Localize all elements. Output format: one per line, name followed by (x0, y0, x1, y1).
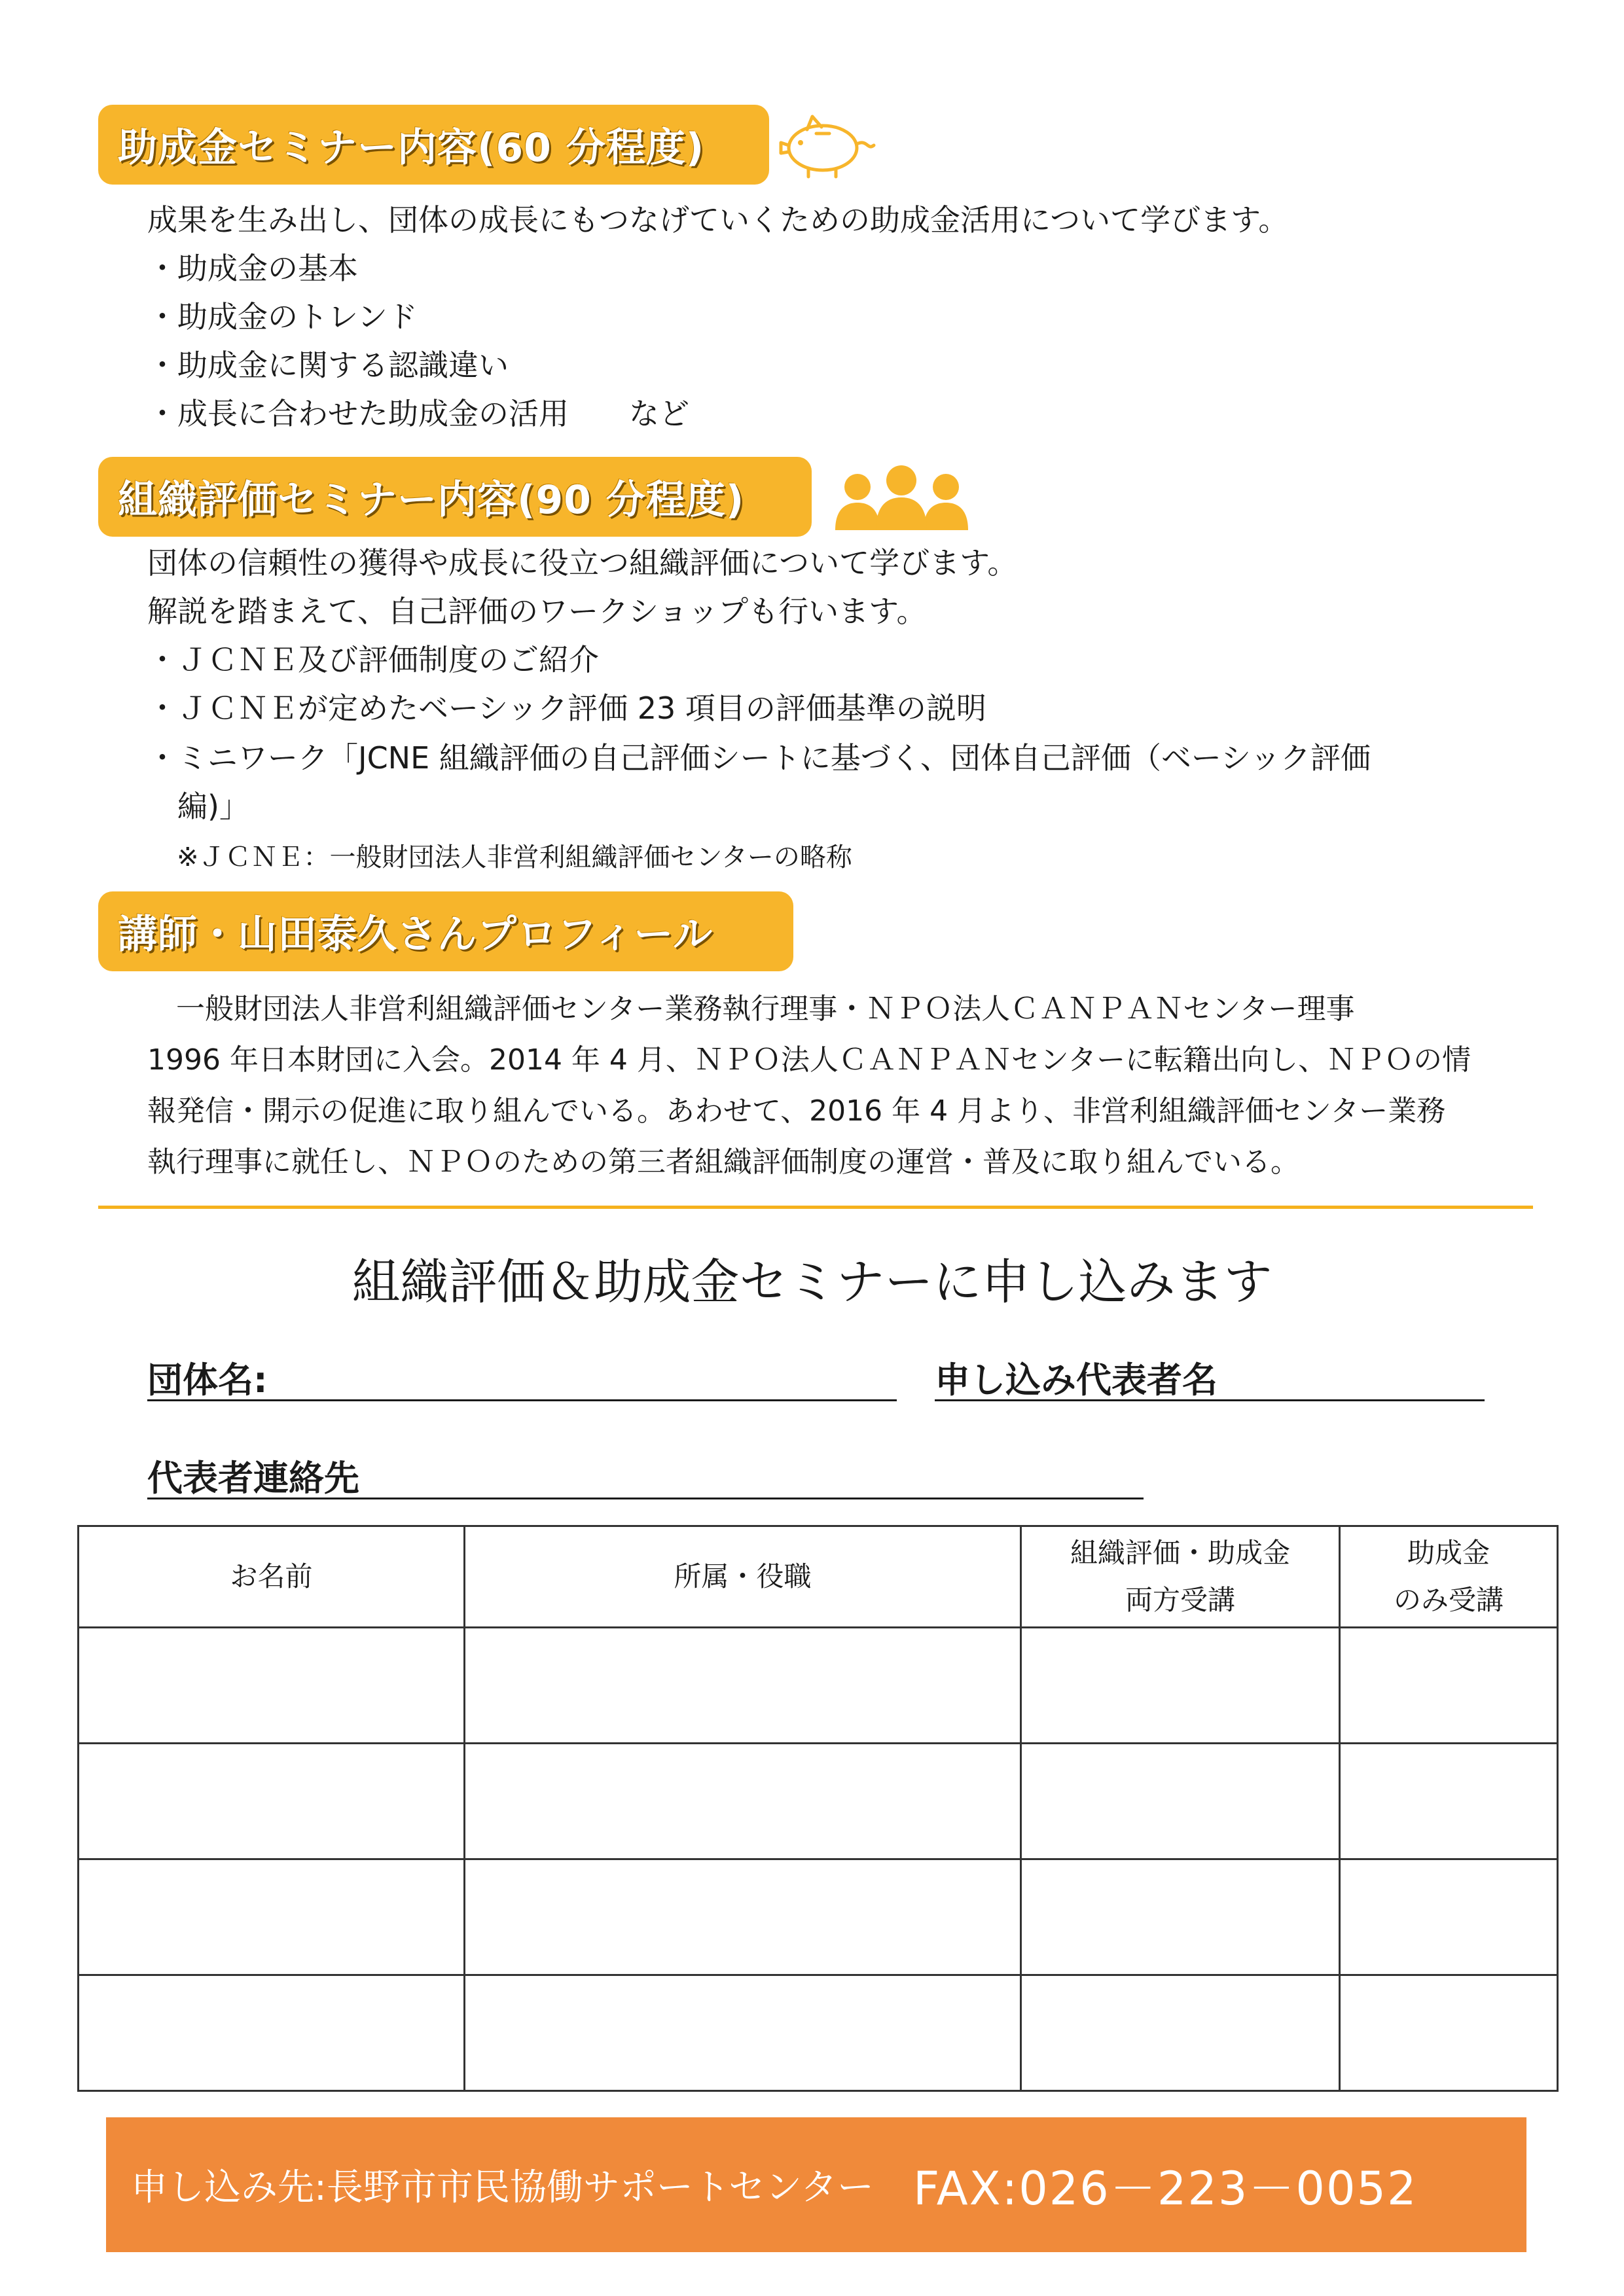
representative-name-label: 申し込み代表者名 (935, 1359, 1218, 1401)
header-both-courses: 組織評価・助成金 両方受講 (1021, 1526, 1340, 1628)
name-cell[interactable] (79, 1859, 465, 1975)
contact-label: 代表者連絡先 (147, 1458, 359, 1499)
section2-note: ※ＪＣＮＥ：一般財団法人非営利組織評価センターの略称 (177, 842, 852, 872)
affiliation-cell[interactable] (465, 1975, 1021, 2091)
affiliation-cell[interactable] (465, 1859, 1021, 1975)
org-name-field[interactable] (147, 1399, 897, 1401)
both-courses-cell[interactable] (1021, 1975, 1340, 2091)
piggy-bank-icon (776, 105, 880, 183)
grant-only-cell[interactable] (1340, 1744, 1558, 1859)
header-affiliation: 所属・役職 (465, 1526, 1021, 1628)
affiliation-cell[interactable] (465, 1628, 1021, 1744)
heading-text: 組織評価セミナー内容(90 分程度) (118, 477, 745, 523)
section1-intro: 成果を生み出し、団体の成長にもつなげていくための助成金活用について学びます。 (147, 202, 1289, 238)
table-header-row (79, 1526, 1558, 1628)
header-grant-only: 助成金 のみ受講 (1340, 1526, 1558, 1628)
section2-line: 団体の信頼性の獲得や成長に役立つ組織評価について学びます。 (147, 545, 1018, 581)
section-heading-grant-seminar (98, 105, 769, 185)
section1-item: ・助成金の基本 (147, 251, 358, 286)
section1-item: ・助成金のトレンド (147, 299, 418, 334)
section2-line: 編)」 (147, 789, 249, 824)
table-row (79, 1975, 1558, 2091)
application-footer (106, 2117, 1526, 2252)
grant-only-cell[interactable] (1340, 1628, 1558, 1744)
name-cell[interactable] (79, 1975, 465, 2091)
both-courses-cell[interactable] (1021, 1744, 1340, 1859)
section-heading-evaluation-seminar (98, 457, 812, 537)
grant-only-cell[interactable] (1340, 1975, 1558, 2091)
heading-text: 助成金セミナー内容(60 分程度) (118, 125, 705, 171)
form-title: 組織評価＆助成金セミナーに申し込みます (352, 1254, 1272, 1310)
name-cell[interactable] (79, 1744, 465, 1859)
profile-line: 一般財団法人非営利組織評価センター業務執行理事・ＮＰＯ法人ＣＡＮＰＡＮセンター理事 (147, 992, 1355, 1026)
section1-item: ・成長に合わせた助成金の活用 など (147, 396, 689, 431)
name-cell[interactable] (79, 1628, 465, 1744)
section2-line: 解説を踏まえて、自己評価のワークショップも行います。 (147, 594, 927, 629)
section1-item: ・助成金に関する認識違い (147, 348, 509, 383)
table-row (79, 1859, 1558, 1975)
table-row (79, 1744, 1558, 1859)
representative-name-field[interactable] (935, 1399, 1485, 1401)
section-heading-lecturer-profile (98, 891, 793, 971)
contact-field[interactable] (147, 1498, 1144, 1499)
profile-line: 1996 年日本財団に入会。2014 年 4 月、ＮＰＯ法人ＣＡＮＰＡＮセンターに転籍出向し、ＮＰＯの情 (147, 1043, 1471, 1077)
heading-text: 講師・山田泰久さんプロフィール (118, 912, 713, 958)
application-destination: 申し込み先:長野市市民協働サポートセンター (131, 2166, 874, 2209)
section2-line: ・ＪＣＮＥが定めたベーシック評価 23 項目の評価基準の説明 (147, 691, 986, 726)
section-divider (98, 1206, 1533, 1209)
profile-line: 報発信・開示の促進に取り組んでいる。あわせて、2016 年 4 月より、非営利組織評価センター業務 (147, 1094, 1446, 1128)
attendee-table (77, 1525, 1559, 2092)
fax-number: FAX:026－223－0052 (912, 2161, 1418, 2215)
affiliation-cell[interactable] (465, 1744, 1021, 1859)
both-courses-cell[interactable] (1021, 1859, 1340, 1975)
section2-line: ・ミニワーク「JCNE 組織評価の自己評価シートに基づく、団体自己評価（ベーシック評価 (147, 740, 1371, 776)
org-name-label: 団体名: (147, 1359, 268, 1401)
header-name: お名前 (79, 1526, 465, 1628)
profile-line: 執行理事に就任し、ＮＰＯのための第三者組織評価制度の運営・普及に取り組んでいる。 (147, 1145, 1299, 1179)
both-courses-cell[interactable] (1021, 1628, 1340, 1744)
table-row (79, 1628, 1558, 1744)
section2-line: ・ＪＣＮＥ及び評価制度のご紹介 (147, 642, 599, 677)
grant-only-cell[interactable] (1340, 1859, 1558, 1975)
people-group-icon (831, 465, 972, 530)
